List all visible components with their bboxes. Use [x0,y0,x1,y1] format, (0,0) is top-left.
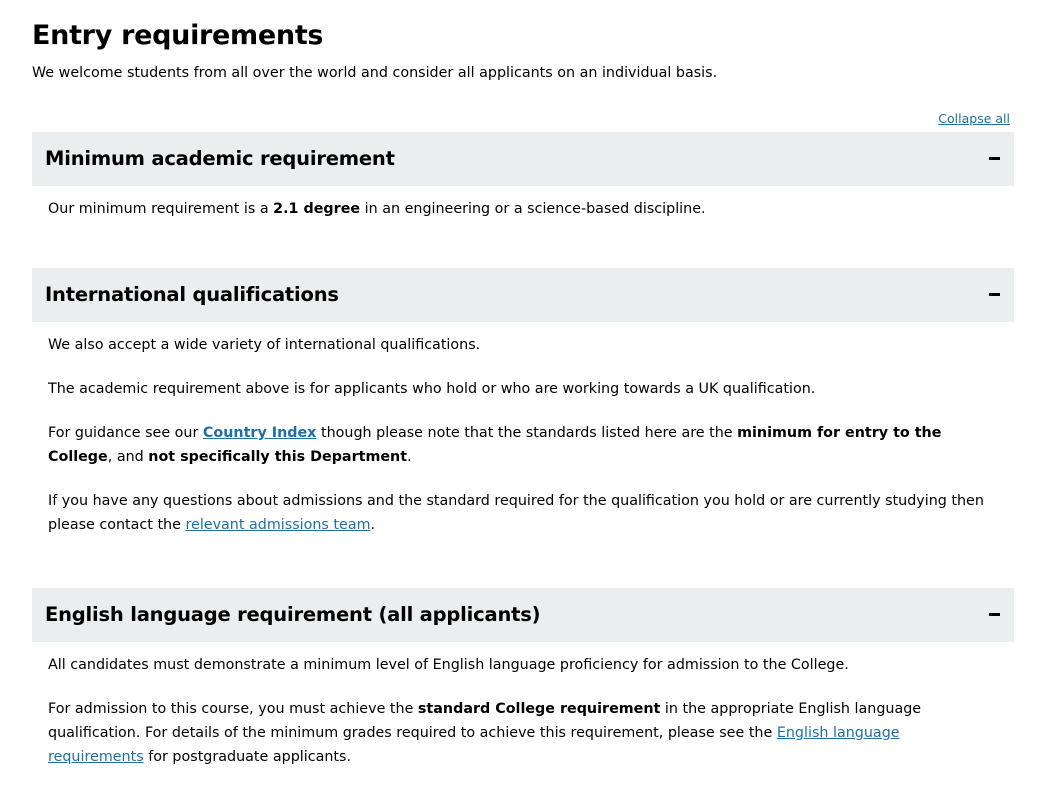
section-header-english-language[interactable] [32,588,1014,642]
text: For guidance see our [48,425,203,441]
bold-text: minimum for entry to the College [48,425,942,465]
section-body-international-qualifications [48,333,998,557]
relevant-admissions-team-link[interactable]: relevant admissions team [185,517,371,533]
bold-text: not specifically this Department [148,449,408,465]
page-title: Entry requirements [32,20,324,51]
collapse-all-link[interactable]: Collapse all [938,111,1010,126]
section-body-english-language [48,653,998,789]
bold-text: standard College requirement [417,701,661,717]
text: . [407,449,412,465]
collapse-minus-icon[interactable] [989,613,1000,616]
text: though please note that the standards listed here are the [316,425,738,441]
section-title: English language requirement (all applicants) [45,603,541,626]
paragraph: The academic requirement above is for applicants who hold or who are working towards a UK qualification. [48,381,816,397]
text: Our minimum requirement is a [48,201,274,217]
section-body-minimum-academic [48,197,998,241]
section-title: International qualifications [45,283,339,306]
paragraph: All candidates must demonstrate a minimum level of English language proficiency for admission to the College. [48,657,849,673]
section-title: Minimum academic requirement [45,147,395,170]
text: for postgraduate applicants. [143,749,351,765]
text: If you have any questions about admissions and the standard required for the qualification you hold or are currently studying then please contact the [48,493,984,533]
text: in the appropriate English language qualification. For details of the minimum grades required to achieve this requirement, please see the [48,701,922,741]
text: For admission to this course, you must achieve the [48,701,418,717]
paragraph [48,197,998,221]
country-index-link[interactable]: Country Index [202,425,317,441]
paragraph [48,489,998,537]
collapse-minus-icon[interactable] [989,293,1000,296]
section-header-minimum-academic[interactable] [32,132,1014,186]
english-language-requirements-link[interactable]: English language requirements [48,725,900,765]
paragraph: We also accept a wide variety of international qualifications. [48,337,481,353]
text: in an engineering or a science-based discipline. [360,201,706,217]
collapse-minus-icon[interactable] [989,157,1000,160]
text: . [370,517,376,533]
bold-text: 2.1 degree [273,201,361,217]
paragraph [48,421,998,469]
intro-text: We welcome students from all over the world and consider all applicants on an individual basis. [32,65,718,81]
text: , and [107,449,149,465]
section-header-international-qualifications[interactable] [32,268,1014,322]
paragraph [48,697,998,769]
